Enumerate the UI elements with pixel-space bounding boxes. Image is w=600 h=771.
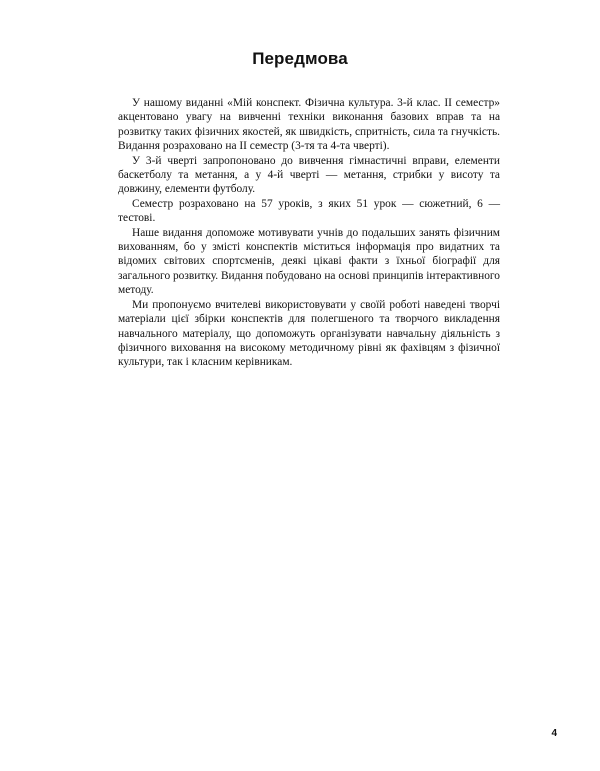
paragraph: Наше видання допоможе мотивувати учнів до подальших занять фізичним вихованням, бо у змісті конспектів міститься інформація про видатних та відомих світових спортсменів, деякі цікаві факти з їхньої біографії для загального розвитку. Видання побудовано на основі принципів інтерактивного методу. [118,226,500,297]
paragraph: Семестр розраховано на 57 уроків, з яких 51 урок — сюжетний, 6 — тестові. [118,197,500,225]
page-title: Передмова [252,49,348,68]
paragraph: У 3-й чверті запропоновано до вивчення гімнастичні вправи, елементи баскетболу та метання, а у 4-й чверті — метання, стрибки у висоту та довжину, елементи футболу. [118,154,500,196]
paragraph: У нашому виданні «Мій конспект. Фізична культура. 3-й клас. ІІ семестр» акцентовано увагу на вивченні техніки виконання базових вправ та на розвитку таких фізичних якостей, як швидкість, спритність, сила та гнучкість. Видання розраховано на ІІ семестр (3-тя та 4-та чверті). [118,97,500,153]
page-number: 4 [551,728,557,739]
preface-body [118,96,500,370]
paragraph: Ми пропонуємо вчителеві використовувати у своїй роботі наведені творчі матеріали цієї збірки конспектів для полегшеного та творчого викладення навчального матеріалу, що допоможуть організувати навчальну діяльність з фізичного виховання на високому методичному рівні як фахівцям з фізичної культури, так і класним керівникам. [118,298,500,369]
